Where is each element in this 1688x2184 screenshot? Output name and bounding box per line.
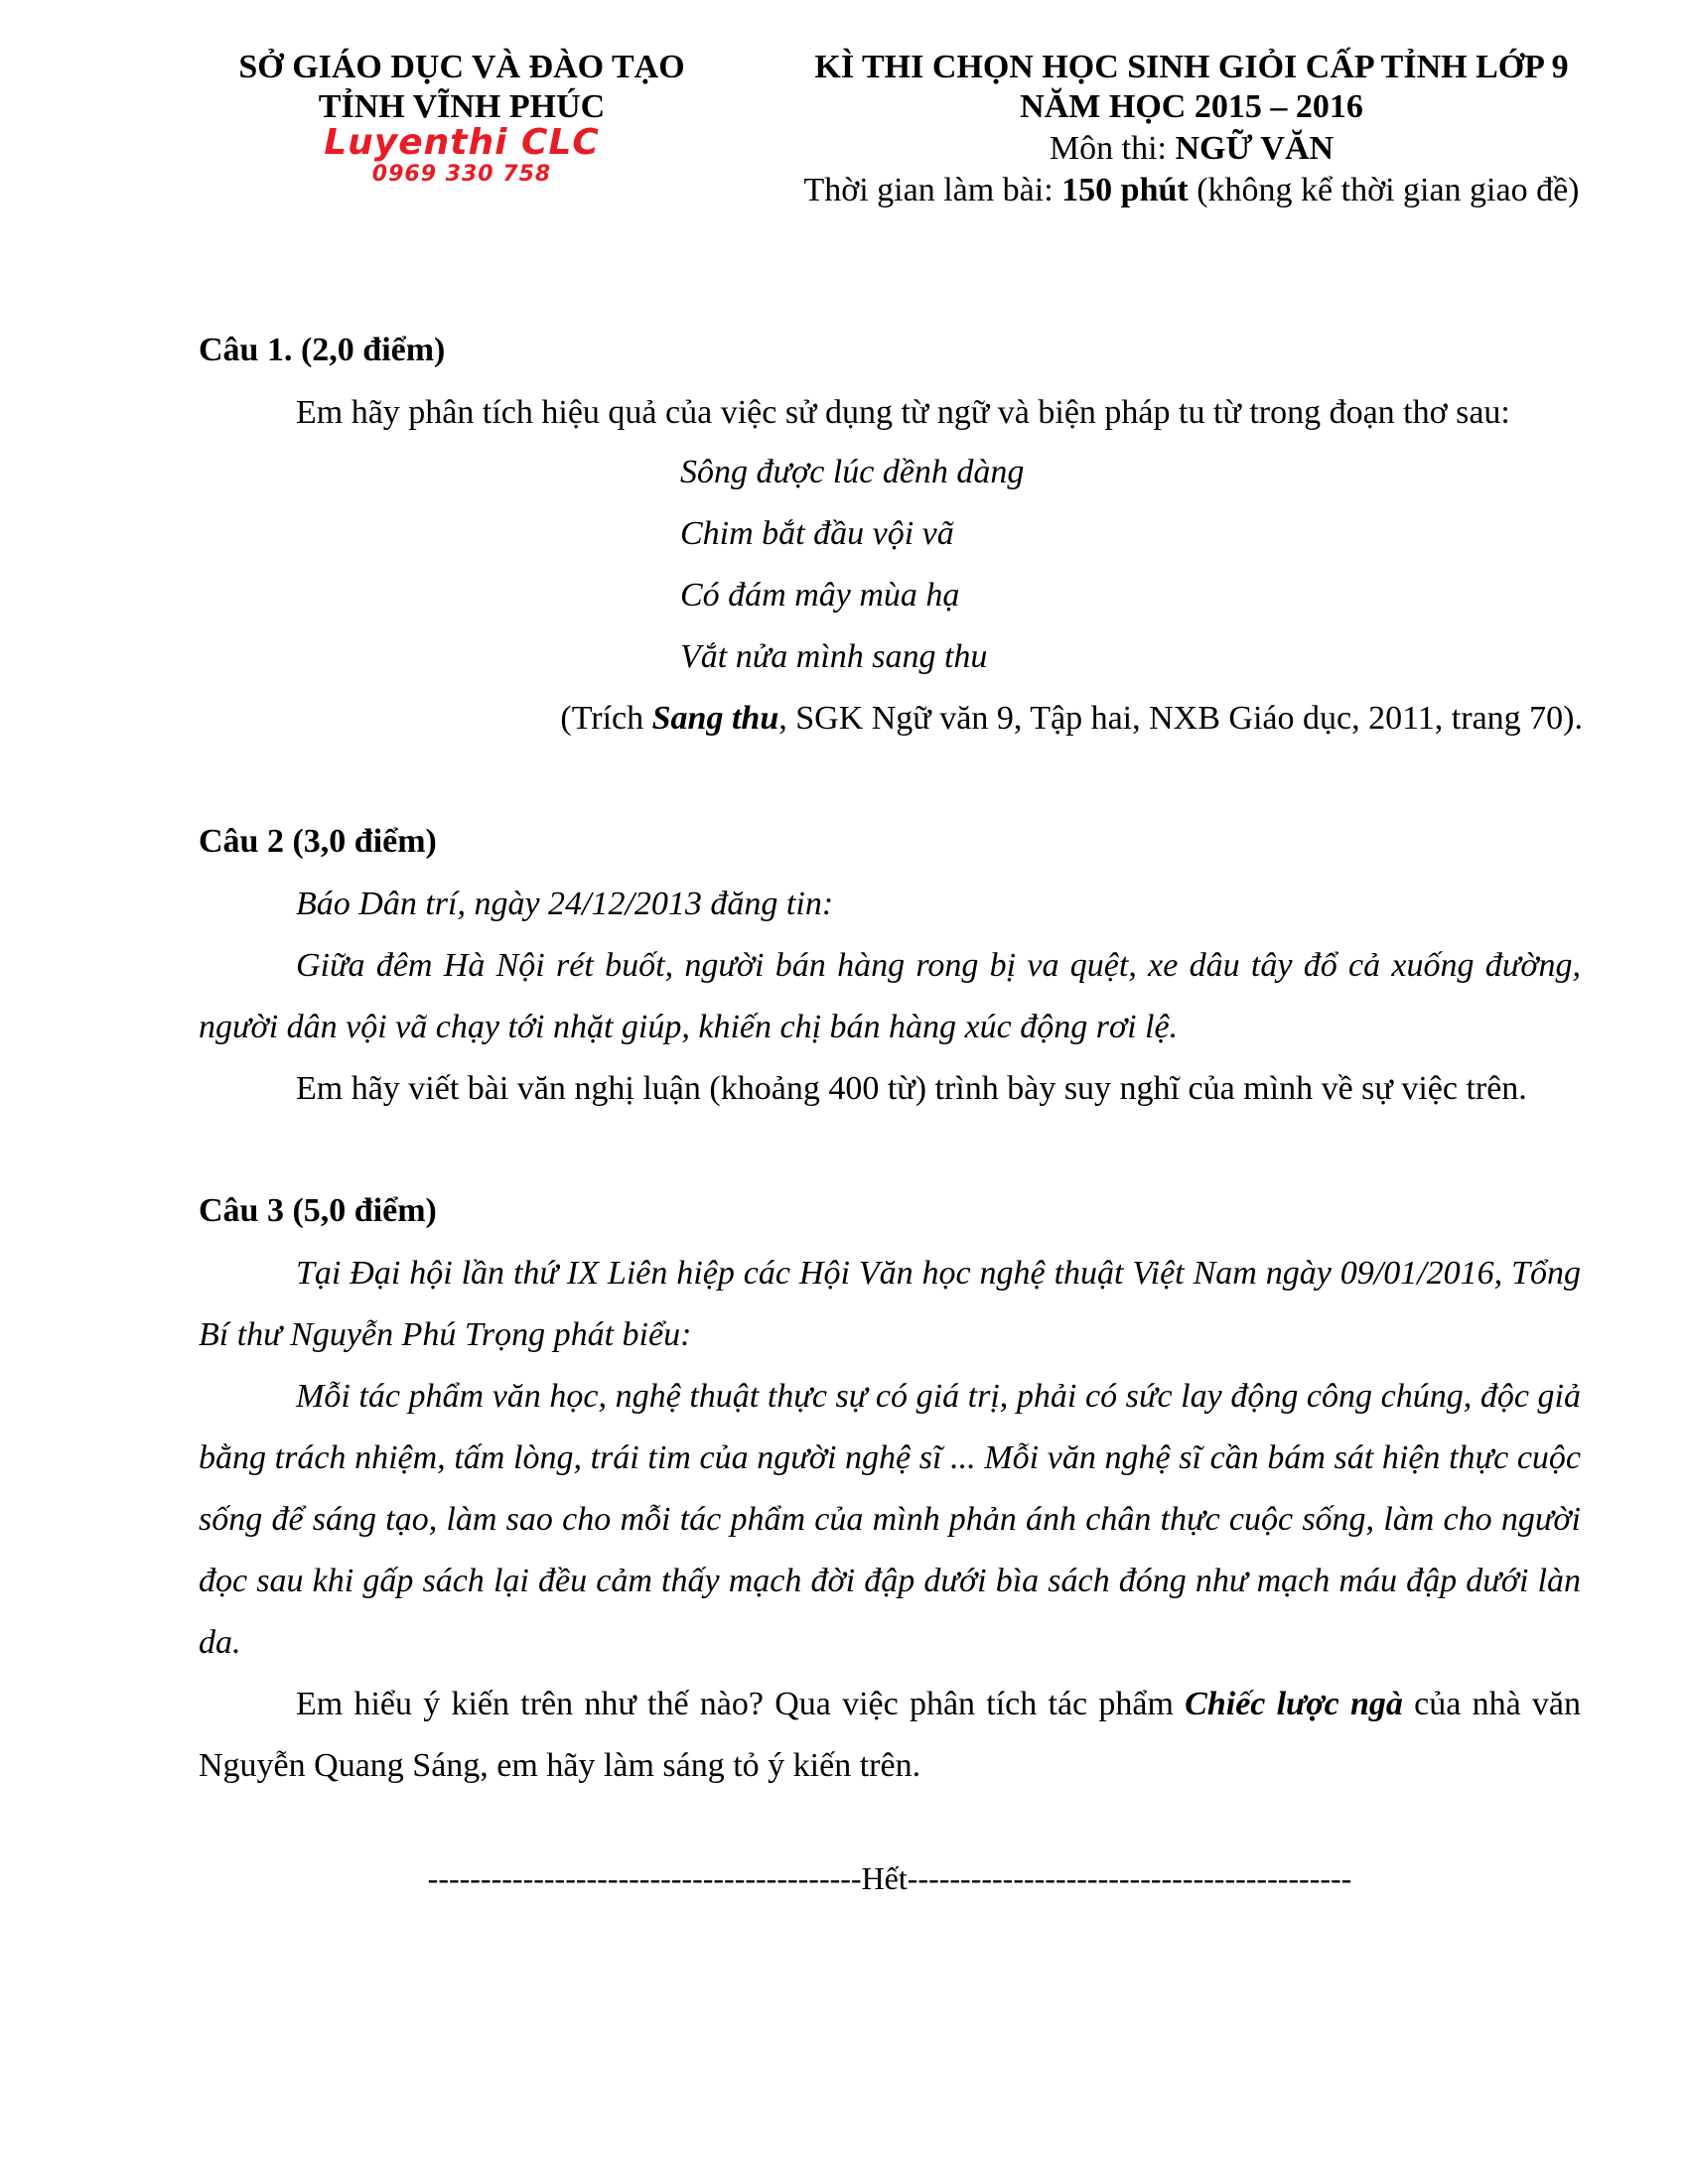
- poem-line-1: Sông được lúc dềnh dàng: [680, 454, 1025, 490]
- poem-source: [560, 699, 1583, 739]
- question2-prompt: Em hãy viết bài văn nghị luận (khoảng 400 từ) trình bày suy nghĩ của mình về sự việc trên.: [296, 1070, 1527, 1107]
- exam-subject: [755, 129, 1628, 169]
- subject-label: Môn thi:: [1049, 130, 1176, 167]
- school-year: NĂM HỌC 2015 – 2016: [1020, 88, 1363, 125]
- prompt-suffix: của nhà văn Nguyễn Quang Sáng, em hãy làm sáng tỏ ý kiến trên.: [199, 1686, 1582, 1784]
- question3-intro: Tại Đại hội lần thứ IX Liên hiệp các Hội Văn học nghệ thuật Việt Nam ngày 09/01/2016, Tổng Bí thư Nguyễn Phú Trọng phát biểu:: [199, 1255, 1581, 1353]
- watermark-phone: 0969 330 758: [371, 162, 552, 187]
- source-suffix: , SGK Ngữ văn 9, Tập hai, NXB Giáo dục, 2011, trang 70).: [778, 700, 1583, 737]
- subject-value: NGỮ VĂN: [1175, 130, 1335, 167]
- prompt-prefix: Em hiểu ý kiến trên như thế nào? Qua việc phân tích tác phẩm: [296, 1686, 1186, 1722]
- time-label: Thời gian làm bài:: [803, 172, 1062, 208]
- source-prefix: (Trích: [560, 700, 652, 737]
- exam-duration: [755, 171, 1628, 210]
- question3-quote: Mỗi tác phẩm văn học, nghệ thuật thực sự có giá trị, phải có sức lay động công chúng, độc giả bằng trách nhiệm, tấm lòng, trái tim của người nghệ sĩ ... Mỗi văn nghệ sĩ cần bám sát hiện thực cuộc sống để sáng tạo, làm sao cho mỗi tác phẩm của mình phản ánh chân thực cuộc sống, làm cho người đọc sau khi gấp sách lại đều cảm thấy mạch đời đập dưới bìa sách đóng như mạch máu đập dưới làn da.: [199, 1378, 1581, 1661]
- end-marker: -----------------------------------------Hết------------------------------------------: [427, 1860, 1352, 1896]
- question1-title: Câu 1. (2,0 điểm): [199, 332, 446, 368]
- question3-title: Câu 3 (5,0 điểm): [199, 1192, 437, 1229]
- literary-work-title: Chiếc lược ngà: [1185, 1686, 1403, 1722]
- question2-intro: Báo Dân trí, ngày 24/12/2013 đăng tin:: [296, 886, 834, 922]
- poem-line-4: Vắt nửa mình sang thu: [680, 638, 988, 675]
- question2-news: Giữa đêm Hà Nội rét buốt, người bán hàng rong bị va quệt, xe dâu tây đổ cả xuống đường, người dân vội vã chạy tới nhặt giúp, khiến chị bán hàng xúc động rơi lệ.: [199, 947, 1581, 1045]
- watermark-logo: Luyenthi CLC: [324, 122, 600, 163]
- question1-prompt: Em hãy phân tích hiệu quả của việc sử dụng từ ngữ và biện pháp tu từ trong đoạn thơ sau:: [296, 394, 1510, 431]
- time-value: 150 phút: [1061, 172, 1189, 208]
- time-note: (không kể thời gian giao đề): [1188, 172, 1580, 208]
- question3-prompt: [199, 1674, 1581, 1797]
- poem-line-2: Chim bắt đầu vội vã: [680, 515, 954, 552]
- poem-line-3: Có đám mây mùa hạ: [680, 577, 960, 614]
- department-name: SỞ GIÁO DỤC VÀ ĐÀO TẠO: [238, 49, 685, 85]
- source-title: Sang thu: [651, 700, 779, 737]
- exam-title: KÌ THI CHỌN HỌC SINH GIỎI CẤP TỈNH LỚP 9: [814, 49, 1569, 85]
- province-name: TỈNH VĨNH PHÚC: [318, 88, 606, 125]
- question2-title: Câu 2 (3,0 điểm): [199, 823, 437, 860]
